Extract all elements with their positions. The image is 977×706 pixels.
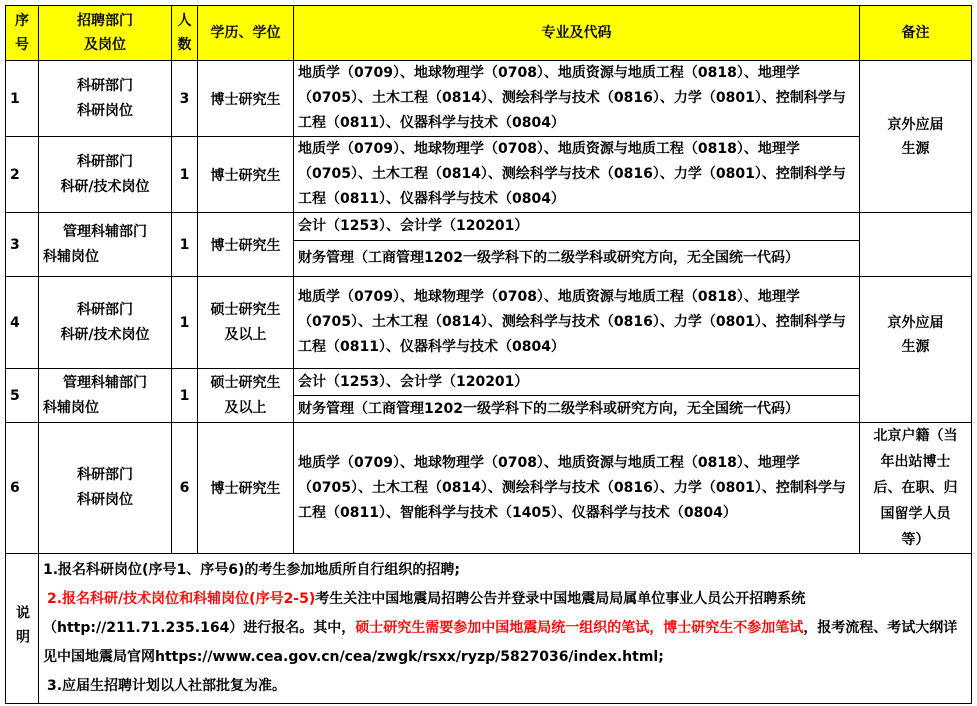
header-dept: 招聘部门 及岗位 bbox=[39, 6, 172, 61]
row-dept: 科研部门 科研/技术岗位 bbox=[39, 137, 172, 213]
explanation-highlight-2: 硕士研究生需要参加中国地震局统一组织的笔试，博士研究生不参加笔试 bbox=[355, 620, 804, 636]
row-major: 财务管理（工商管理1202一级学科下的二级学科或研究方向，无全国统一代码） bbox=[294, 241, 860, 277]
table-row bbox=[6, 277, 972, 369]
row-dept: 科研部门 科研/技术岗位 bbox=[39, 277, 172, 369]
row-dept: 管理科辅部门 科辅岗位 bbox=[39, 369, 172, 423]
explanation-line-3: 3.应届生招聘计划以人社部批复为准。 bbox=[47, 678, 287, 694]
row-seq: 6 bbox=[6, 423, 39, 554]
header-major: 专业及代码 bbox=[294, 6, 860, 61]
row-major: 财务管理（工商管理1202一级学科下的二级学科或研究方向，无全国统一代码） bbox=[294, 396, 860, 423]
table-header-row bbox=[6, 6, 972, 61]
explanation-row bbox=[6, 554, 972, 704]
table-row bbox=[6, 423, 972, 554]
row-count: 6 bbox=[172, 423, 198, 554]
row-seq: 1 bbox=[6, 61, 39, 137]
row-count: 1 bbox=[172, 213, 198, 277]
row-major: 会计（1253）、会计学（120201） bbox=[294, 213, 860, 241]
explanation-line-1: 1.报名科研岗位(序号1、序号6)的考生参加地质所自行组织的招聘; bbox=[43, 562, 460, 578]
row-education: 博士研究生 bbox=[198, 61, 294, 137]
explanation-label: 说明 bbox=[6, 554, 39, 704]
row-major: 地质学（0709）、地球物理学（0708）、地质资源与地质工程（0818）、地理学（0705）、土木工程（0814）、测绘科学与技术（0816）、力学（0801）、控制科学与工程（0811）、仪器科学与技术（0804） bbox=[294, 61, 860, 137]
row-education: 硕士研究生 及以上 bbox=[198, 369, 294, 423]
table-row bbox=[6, 137, 972, 213]
row-count: 1 bbox=[172, 137, 198, 213]
row-education: 硕士研究生 及以上 bbox=[198, 277, 294, 369]
row-major: 会计（1253）、会计学（120201） bbox=[294, 369, 860, 396]
header-count: 人 数 bbox=[172, 6, 198, 61]
row-note: 北京户籍（当 年出站博士 后、在职、归 国留学人员 等） bbox=[860, 423, 972, 554]
row-count: 1 bbox=[172, 277, 198, 369]
row-major: 地质学（0709）、地球物理学（0708）、地质资源与地质工程（0818）、地理学（0705）、土木工程（0814）、测绘科学与技术（0816）、力学（0801）、控制科学与工程（0811）、仪器科学与技术（0804） bbox=[294, 277, 860, 369]
row-seq: 2 bbox=[6, 137, 39, 213]
row-note-empty bbox=[860, 213, 972, 277]
explanation-text bbox=[39, 554, 972, 704]
row-seq: 3 bbox=[6, 213, 39, 277]
explanation-text-1: 考生关注中国地震局招聘公告并登录中国地震局局属单位事业人员公开招聘系统（http://211.71.235.164）进行报名。其中， bbox=[43, 591, 806, 636]
row-seq: 5 bbox=[6, 369, 39, 423]
row-major: 地质学（0709）、地球物理学（0708）、地质资源与地质工程（0818）、地理学（0705）、土木工程（0814）、测绘科学与技术（0816）、力学（0801）、控制科学与工程（0811）、智能科学与技术（1405）、仪器科学与技术（0804） bbox=[294, 423, 860, 554]
row-seq: 4 bbox=[6, 277, 39, 369]
explanation-highlight-1: 2.报名科研/技术岗位和科辅岗位(序号2-5) bbox=[47, 591, 316, 607]
row-major: 地质学（0709）、地球物理学（0708）、地质资源与地质工程（0818）、地理学（0705）、土木工程（0814）、测绘科学与技术（0816）、力学（0801）、控制科学与工程（0811）、仪器科学与技术（0804） bbox=[294, 137, 860, 213]
table-row bbox=[6, 369, 972, 396]
header-note: 备注 bbox=[860, 6, 972, 61]
row-education: 博士研究生 bbox=[198, 137, 294, 213]
table-row bbox=[6, 61, 972, 137]
row-count: 3 bbox=[172, 61, 198, 137]
row-education: 博士研究生 bbox=[198, 213, 294, 277]
row-count: 1 bbox=[172, 369, 198, 423]
row-dept: 科研部门 科研岗位 bbox=[39, 61, 172, 137]
row-note: 京外应届 生源 bbox=[860, 61, 972, 213]
row-dept: 管理科辅部门 科辅岗位 bbox=[39, 213, 172, 277]
recruitment-table bbox=[5, 5, 972, 704]
explanation-line-2 bbox=[43, 585, 967, 672]
row-education: 博士研究生 bbox=[198, 423, 294, 554]
header-seq: 序 号 bbox=[6, 6, 39, 61]
explanation-text-2: ，报考流程、考试大纲详见中国地震局官网https://www.cea.gov.cn/cea/zwgk/rsxx/ryzp/5827036/index.html; bbox=[43, 620, 958, 665]
header-education: 学历、学位 bbox=[198, 6, 294, 61]
row-note: 京外应届 生源 bbox=[860, 277, 972, 423]
table-row bbox=[6, 213, 972, 241]
row-dept: 科研部门 科研岗位 bbox=[39, 423, 172, 554]
